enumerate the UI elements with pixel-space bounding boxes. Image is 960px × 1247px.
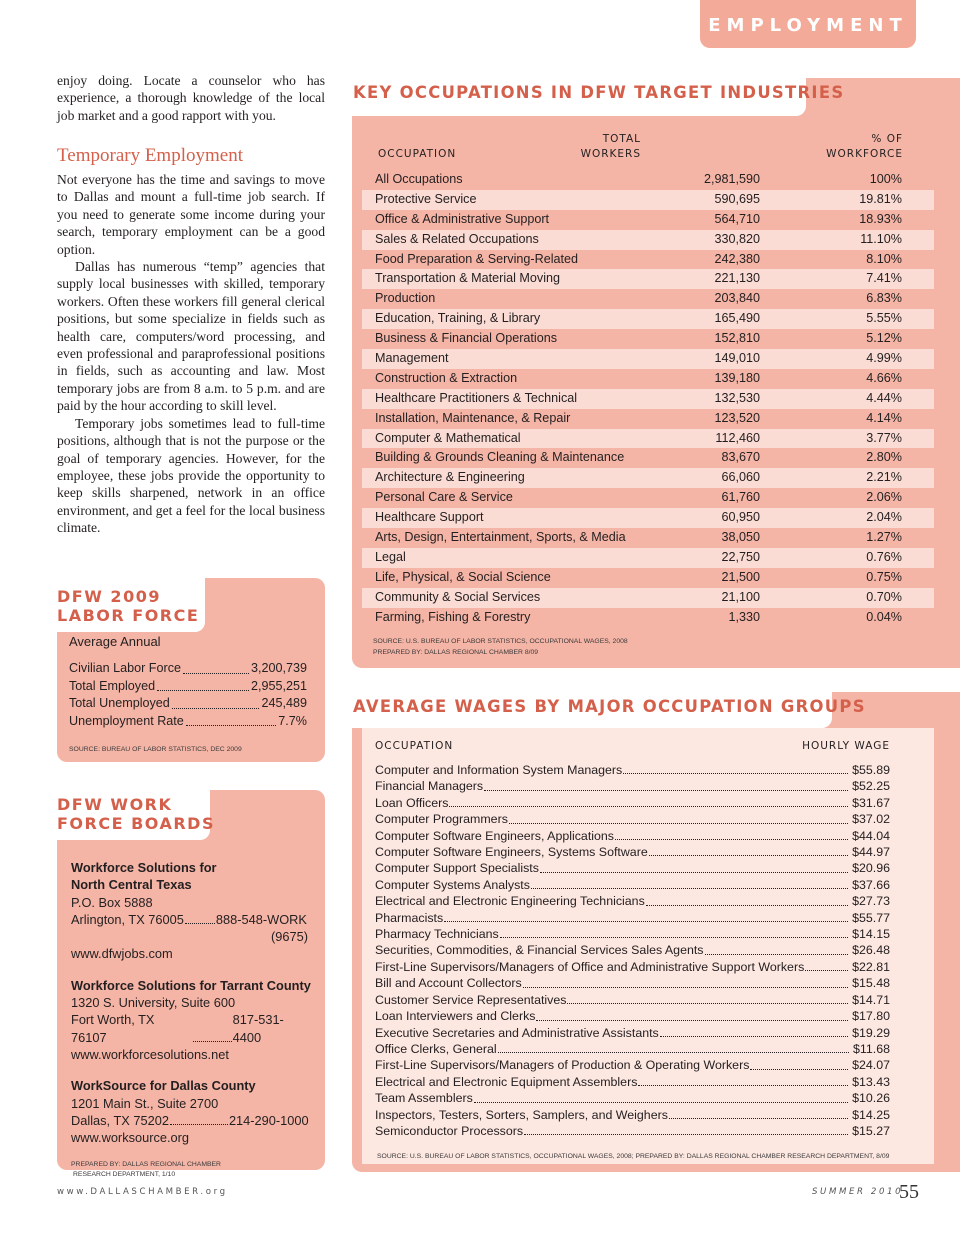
column-header-total [581,132,641,162]
workers-cell: 2,981,590 [703,172,760,186]
row-label: Total Unemployed [69,696,170,711]
hourly-wage: $14.15 [852,927,890,942]
body-paragraph: Temporary jobs sometimes lead to full-time positions, although that is not the purpose or the goal of temporary agencies. However, for the employee, these jobs provide the opportunity to keep skills sharpened, network in an office environment, and get a feel for the local business climate. [57,415,325,536]
occupation-cell: Production [375,291,436,306]
percent-cell: 2.80% [866,450,902,465]
percent-cell: 2.04% [866,510,902,525]
percent-cell: 2.21% [866,470,902,485]
org-city: Arlington, TX 76005 [71,911,184,927]
workers-cell: 149,010 [714,351,760,366]
percent-cell: 7.41% [866,271,902,286]
column-header-line: % OF [871,133,903,145]
list-item [375,992,890,1008]
table-row [362,210,934,230]
labor-force-row [69,713,307,731]
hourly-wage: $20.96 [852,861,890,876]
hourly-wage: $15.48 [852,976,890,991]
org-block [71,1077,311,1146]
prepared-line: PREPARED BY: DALLAS REGIONAL CHAMBER [71,1161,221,1169]
average-wages-header-row [375,740,890,752]
hourly-wage: $26.48 [852,943,890,958]
list-item [375,844,890,860]
labor-force-subtitle: Average Annual [69,634,161,649]
key-occupations-table [362,170,934,627]
occupation-label: Bill and Account Collectors [375,976,522,991]
occupation-label: Computer Programmers [375,812,508,827]
hourly-wage: $14.25 [852,1107,890,1122]
occupation-cell: Education, Training, & Library [375,311,541,326]
org-phone-suffix: (9675) [271,929,308,945]
percent-cell: 5.12% [866,331,902,346]
average-wages-title: AVERAGE WAGES BY MAJOR OCCUPATION GROUPS [353,697,866,716]
row-label: Total Employed [69,678,156,693]
key-occupations-header-row [378,132,908,162]
occupation-cell: Office & Administrative Support [375,211,550,226]
occupation-label: Pharmacy Technicians [375,927,499,942]
table-row [362,369,934,389]
body-paragraph: Dallas has numerous “temp” agencies that supply local businesses with skilled, temporary workers. Often these workers fill general clerical positions, but some specialize in fields such as health care, computers/word processing, and even professional and paraprofessional positions in fields, such as accounting and law. Most temporary jobs are from 8 a.m. to 5 p.m. and are paid by the hour according to skill level. [57,259,325,414]
percent-cell: 3.77% [866,430,902,445]
org-city-phone [71,1011,311,1046]
column-header-wage: HOURLY WAGE [802,740,890,752]
table-row [362,528,934,548]
occupation-cell: Sales & Related Occupations [375,231,539,246]
hourly-wage: $44.97 [852,845,890,860]
percent-cell: 4.66% [866,370,902,385]
org-name: WorkSource for Dallas County [71,1078,256,1094]
occupation-label: Customer Service Representatives [375,992,567,1007]
occupation-label: Electrical and Electronic Equipment Assemblers [375,1074,638,1089]
occupation-cell: All Occupations [375,172,463,186]
occupation-cell: Transportation & Material Moving [375,271,561,286]
page-number: 55 [899,1181,919,1203]
workers-cell: 152,810 [714,331,760,346]
occupation-label: Securities, Commodities, & Financial Services Sales Agents [375,943,704,958]
occupation-cell: Legal [375,549,406,564]
occupation-cell: Management [375,351,449,366]
average-wages-list [375,762,890,1139]
org-address: P.O. Box 5888 [71,894,153,910]
hourly-wage: $13.43 [852,1074,890,1089]
workers-cell: 38,050 [721,530,760,545]
org-name: North Central Texas [71,877,192,893]
occupation-label: Office Clerks, General [375,1041,497,1056]
hourly-wage: $55.89 [852,763,890,777]
occupation-cell: Construction & Extraction [375,370,518,385]
table-row [362,289,934,309]
workers-cell: 66,060 [721,470,760,485]
work-boards-content [71,859,311,1180]
workers-cell: 112,460 [715,430,760,445]
org-name: Workforce Solutions for [71,860,217,875]
hourly-wage: $15.27 [852,1123,890,1138]
table-row [362,250,934,270]
list-item [375,795,890,811]
labor-force-title-line: DFW 2009 [57,587,161,606]
row-label: Civilian Labor Force [69,661,181,675]
percent-cell: 4.99% [866,351,902,366]
list-item [375,762,890,778]
org-phone: 214-290-1000 [228,1112,309,1128]
labor-force-row [69,678,307,696]
table-row [362,349,934,369]
list-item [375,926,890,942]
temp-employment-body [57,171,325,537]
list-item [375,1041,890,1057]
column-header-line: WORKERS [580,148,641,160]
org-phone: 817-531-4400 [232,1012,284,1045]
org-website-link[interactable]: www.dfwjobs.com [71,946,173,962]
column-header-occupation: OCCUPATION [378,148,457,160]
org-name: Workforce Solutions for Tarrant County [71,977,311,993]
intro-paragraph: enjoy doing. Locate a counselor who has experience, a thorough knowledge of the local job market and a good rapport with you. [57,73,325,123]
hourly-wage: $55.77 [852,910,890,925]
workers-cell: 1,330 [728,609,760,624]
occupation-label: Pharmacists [375,910,444,925]
percent-cell: 19.81% [859,191,902,206]
source-line: SOURCE: U.S. BUREAU OF LABOR STATISTICS, OCCUPATIONAL WAGES, 2008 [373,638,628,645]
occupation-cell: Computer & Mathematical [375,430,521,445]
work-boards-prepared [71,1160,311,1180]
work-boards-title [57,795,215,833]
labor-force-title [57,587,199,625]
occupation-cell: Personal Care & Service [375,490,513,505]
list-item [375,1025,890,1041]
hourly-wage: $22.81 [852,959,890,974]
labor-force-title-line: LABOR FORCE [57,606,200,625]
table-row [362,170,934,190]
workers-cell: 165,490 [714,311,760,326]
org-website-link[interactable]: www.worksource.org [71,1130,190,1146]
hourly-wage: $27.73 [852,894,890,909]
occupation-cell: Farming, Fishing & Forestry [375,609,531,624]
table-row [362,508,934,528]
workers-cell: 132,530 [714,390,760,405]
workers-cell: 83,670 [721,450,760,465]
table-row [362,429,934,449]
row-label: Unemployment Rate [69,713,184,728]
list-item [375,1107,890,1123]
source-line: PREPARED BY: DALLAS REGIONAL CHAMBER 8/09 [373,648,539,656]
percent-cell: 4.14% [866,410,902,425]
work-boards-title-line: DFW WORK [57,795,173,814]
hourly-wage: $37.66 [852,877,890,892]
list-item [375,959,890,975]
labor-force-row [69,695,307,713]
table-row [362,269,934,289]
hourly-wage: $24.07 [852,1058,890,1073]
table-row [362,329,934,349]
org-city: Fort Worth, TX 76107 [71,1012,155,1045]
workers-cell: 242,380 [714,251,760,266]
labor-force-content [60,634,322,753]
occupation-cell: Food Preparation & Serving-Related [375,251,579,266]
workers-cell: 590,695 [714,191,760,206]
table-row [362,230,934,250]
hourly-wage: $14.71 [852,992,890,1007]
table-row [362,468,934,488]
column-header-line: TOTAL [602,133,641,145]
occupation-label: Loan Officers [375,795,449,810]
percent-cell: 0.70% [866,589,902,604]
hourly-wage: $52.25 [852,779,890,794]
percent-cell: 2.06% [866,490,902,505]
org-phone: 888-548-WORK [215,911,307,927]
workers-cell: 22,750 [721,549,760,564]
occupation-label: Semiconductor Processors [375,1123,524,1138]
workers-cell: 564,710 [714,211,760,226]
org-city-phone [71,911,311,928]
occupation-label: Loan Interviewers and Clerks [375,1009,536,1024]
occupation-cell: Installation, Maintenance, & Repair [375,410,571,425]
footer-website: www.DALLASCHAMBER.org [57,1187,228,1197]
list-item [375,910,890,926]
list-item [375,975,890,991]
table-row [362,488,934,508]
occupation-label: Computer Systems Analysts [375,877,530,892]
occupation-cell: Community & Social Services [375,589,541,604]
list-item [375,893,890,909]
occupation-label: First-Line Supervisors/Managers of Production & Operating Workers [375,1058,750,1073]
average-wages-source: SOURCE: U.S. BUREAU OF LABOR STATISTICS, OCCUPATIONAL WAGES, 2008; PREPARED BY: DALLAS REGIONAL CHAMBER RESEARCH DEPARTMENT, 8/09 [377,1153,890,1160]
occupation-cell: Protective Service [375,191,477,206]
hourly-wage: $31.67 [852,795,890,810]
percent-cell: 5.55% [866,311,902,326]
hourly-wage: $19.29 [852,1025,890,1040]
occupation-cell: Healthcare Practitioners & Technical [375,390,578,405]
footer-issue: SUMMER 2010 [812,1187,904,1197]
occupation-label: Financial Managers [375,779,484,794]
percent-cell: 0.76% [866,549,902,564]
occupation-cell: Healthcare Support [375,510,484,525]
table-row [362,309,934,329]
key-occupations-title: KEY OCCUPATIONS IN DFW TARGET INDUSTRIES [353,83,845,102]
percent-cell: 0.04% [866,609,902,624]
occupation-label: Team Assemblers [375,1091,473,1106]
hourly-wage: $37.02 [852,812,890,827]
percent-cell: 4.44% [866,390,902,405]
list-item [375,1008,890,1024]
list-item [375,1123,890,1139]
workers-cell: 203,840 [714,291,760,306]
occupation-cell: Architecture & Engineering [375,470,525,485]
percent-cell: 18.93% [859,211,902,226]
percent-cell: 8.10% [866,251,902,266]
row-value: 7.7% [278,713,307,728]
hourly-wage: $17.80 [852,1009,890,1024]
list-item [375,942,890,958]
occupation-label: First-Line Supervisors/Managers of Office and Administrative Support Workers [375,959,805,974]
occupation-label: Computer and Information System Managers [375,763,623,777]
list-item [375,860,890,876]
intro-text [57,72,325,124]
column-header-occupation: OCCUPATION [375,740,454,752]
hourly-wage: $11.68 [853,1041,890,1056]
column-header-line: WORKFORCE [826,148,903,160]
org-city: Dallas, TX 75202 [71,1112,169,1128]
occupation-label: Inspectors, Testers, Sorters, Samplers, and Weighers [375,1107,668,1122]
table-row [362,190,934,210]
key-occupations-source [373,637,628,658]
org-block [71,859,311,963]
table-row [362,448,934,468]
occupation-cell: Business & Financial Operations [375,331,558,346]
column-header-percent [826,132,903,162]
list-item [375,877,890,893]
percent-cell: 11.10% [860,231,902,246]
workers-cell: 123,520 [714,410,760,425]
workers-cell: 61,760 [721,490,760,505]
workers-cell: 21,100 [721,589,760,604]
occupation-label: Computer Software Engineers, Applications [375,828,614,843]
row-value: 245,489 [261,696,307,711]
workers-cell: 221,130 [714,271,760,286]
percent-cell: 100% [869,172,902,186]
org-city-phone [71,1112,311,1129]
labor-force-source: SOURCE: BUREAU OF LABOR STATISTICS, DEC 2009 [69,746,242,754]
occupation-label: Computer Software Engineers, Systems Software [375,845,648,860]
workers-cell: 21,500 [721,569,760,584]
org-block [71,977,311,1063]
prepared-line: RESEARCH DEPARTMENT, 1/10 [73,1171,176,1179]
occupation-cell: Building & Grounds Cleaning & Maintenance [375,450,625,465]
org-address: 1201 Main St., Suite 2700 [71,1095,219,1111]
table-row [362,548,934,568]
list-item [375,1057,890,1073]
section-tab: EMPLOYMENT [700,0,916,48]
table-row [362,608,934,628]
hourly-wage: $44.04 [852,828,890,843]
org-website-link[interactable]: www.workforcesolutions.net [71,1046,229,1062]
table-row [362,588,934,608]
list-item [375,1090,890,1106]
percent-cell: 1.27% [866,530,902,545]
workers-cell: 60,950 [721,510,760,525]
list-item [375,828,890,844]
org-address: 1320 S. University, Suite 600 [71,995,236,1011]
occupation-cell: Life, Physical, & Social Science [375,569,551,584]
row-value: 2,955,251 [250,678,307,693]
percent-cell: 6.83% [866,291,902,306]
workers-cell: 330,820 [714,231,760,246]
percent-cell: 0.75% [866,569,902,584]
list-item [375,811,890,827]
table-row [362,409,934,429]
table-row [362,568,934,588]
list-item [375,778,890,794]
body-paragraph: Not everyone has the time and savings to move to Dallas and mount a full-time job search. If you need to generate some income during your search, temporary employment can be a good option. [57,172,325,257]
occupation-label: Executive Secretaries and Administrative Assistants [375,1025,659,1040]
row-value: 3,200,739 [250,661,307,675]
workers-cell: 139,180 [714,370,760,385]
list-item [375,1074,890,1090]
work-boards-title-line: FORCE BOARDS [57,814,215,833]
temp-employment-heading: Temporary Employment [57,145,243,166]
occupation-label: Electrical and Electronic Engineering Technicians [375,894,645,909]
hourly-wage: $10.26 [852,1091,890,1106]
occupation-label: Computer Support Specialists [375,861,539,876]
labor-force-row [69,660,307,678]
table-row [362,389,934,409]
occupation-cell: Arts, Design, Entertainment, Sports, & Media [375,530,626,545]
